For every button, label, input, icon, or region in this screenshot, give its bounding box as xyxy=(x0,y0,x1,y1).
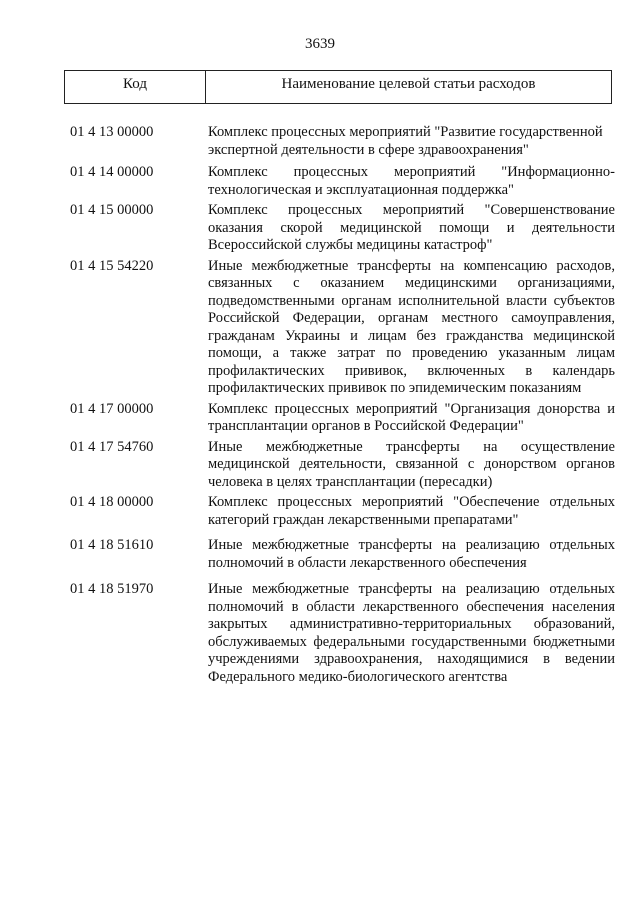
row-text: Иные межбюджетные трансферты на компенсацию расходов, связанных с оказанием медицинскими организациями, подведомственными органам исполнительной власти субъектов Российской Федерации, органам местного самоуправления, гражданам Украины и лицам без гражданства медицинской помощи, а также затрат по проведению указанным лицам профилактических прививок, включенных в календарь профилактических прививок по эпидемическим показаниям xyxy=(208,257,615,396)
column-header-name: Наименование целевой статьи расходов xyxy=(281,76,536,92)
row-text: Иные межбюджетные трансферты на осуществление медицинской деятельности, связанной с донорством органов человека в целях трансплантации (пересадки) xyxy=(208,438,615,490)
row-code: 01 4 15 54220 xyxy=(70,257,154,274)
row-text: Комплекс процессных мероприятий "Развитие государственной экспертной деятельности в сфере здравоохранения" xyxy=(208,124,603,158)
table-row xyxy=(70,494,615,529)
row-code: 01 4 18 00000 xyxy=(70,494,154,510)
row-code: 01 4 17 00000 xyxy=(70,400,154,417)
table-row xyxy=(70,124,615,159)
row-text: Иные межбюджетные трансферты на реализацию отдельных полномочий в области лекарственного обеспечения xyxy=(208,537,615,571)
table-row xyxy=(70,258,615,398)
row-code: 01 4 18 51970 xyxy=(70,581,154,597)
table-row xyxy=(70,581,615,686)
table-header xyxy=(64,70,612,104)
row-text: Комплекс процессных мероприятий "Обеспечение отдельных категорий граждан лекарственными препаратами" xyxy=(208,494,615,528)
column-header-code: Код xyxy=(65,71,206,103)
row-text: Комплекс процессных мероприятий "Организация донорства и трансплантации органов в Российской Федерации" xyxy=(208,400,615,434)
page-number: 3639 xyxy=(305,36,335,52)
row-code: 01 4 13 00000 xyxy=(70,124,154,140)
row-text: Комплекс процессных мероприятий "Совершенствование оказания скорой медицинской помощи и деятельности Всероссийской службы медицины катастроф" xyxy=(208,202,615,253)
row-text: Комплекс процессных мероприятий "Информационно-технологическая и эксплуатационная поддержка" xyxy=(208,164,615,198)
row-code: 01 4 17 54760 xyxy=(70,438,154,455)
table-row xyxy=(70,439,615,492)
table-row xyxy=(70,537,615,572)
expense-items-list xyxy=(70,120,615,687)
table-row xyxy=(70,202,615,255)
row-code: 01 4 15 00000 xyxy=(70,202,154,218)
row-code: 01 4 18 51610 xyxy=(70,537,154,553)
row-text: Иные межбюджетные трансферты на реализацию отдельных полномочий в области лекарственного обеспечения населения закрытых административно-территориальных образований, обслуживаемых федеральными государственными бюджетными учреждениями здравоохранения, находящимися в ведении Федерального медико-биологического агентства xyxy=(208,581,615,685)
row-code: 01 4 14 00000 xyxy=(70,164,154,180)
table-row xyxy=(70,401,615,436)
table-row xyxy=(70,164,615,199)
